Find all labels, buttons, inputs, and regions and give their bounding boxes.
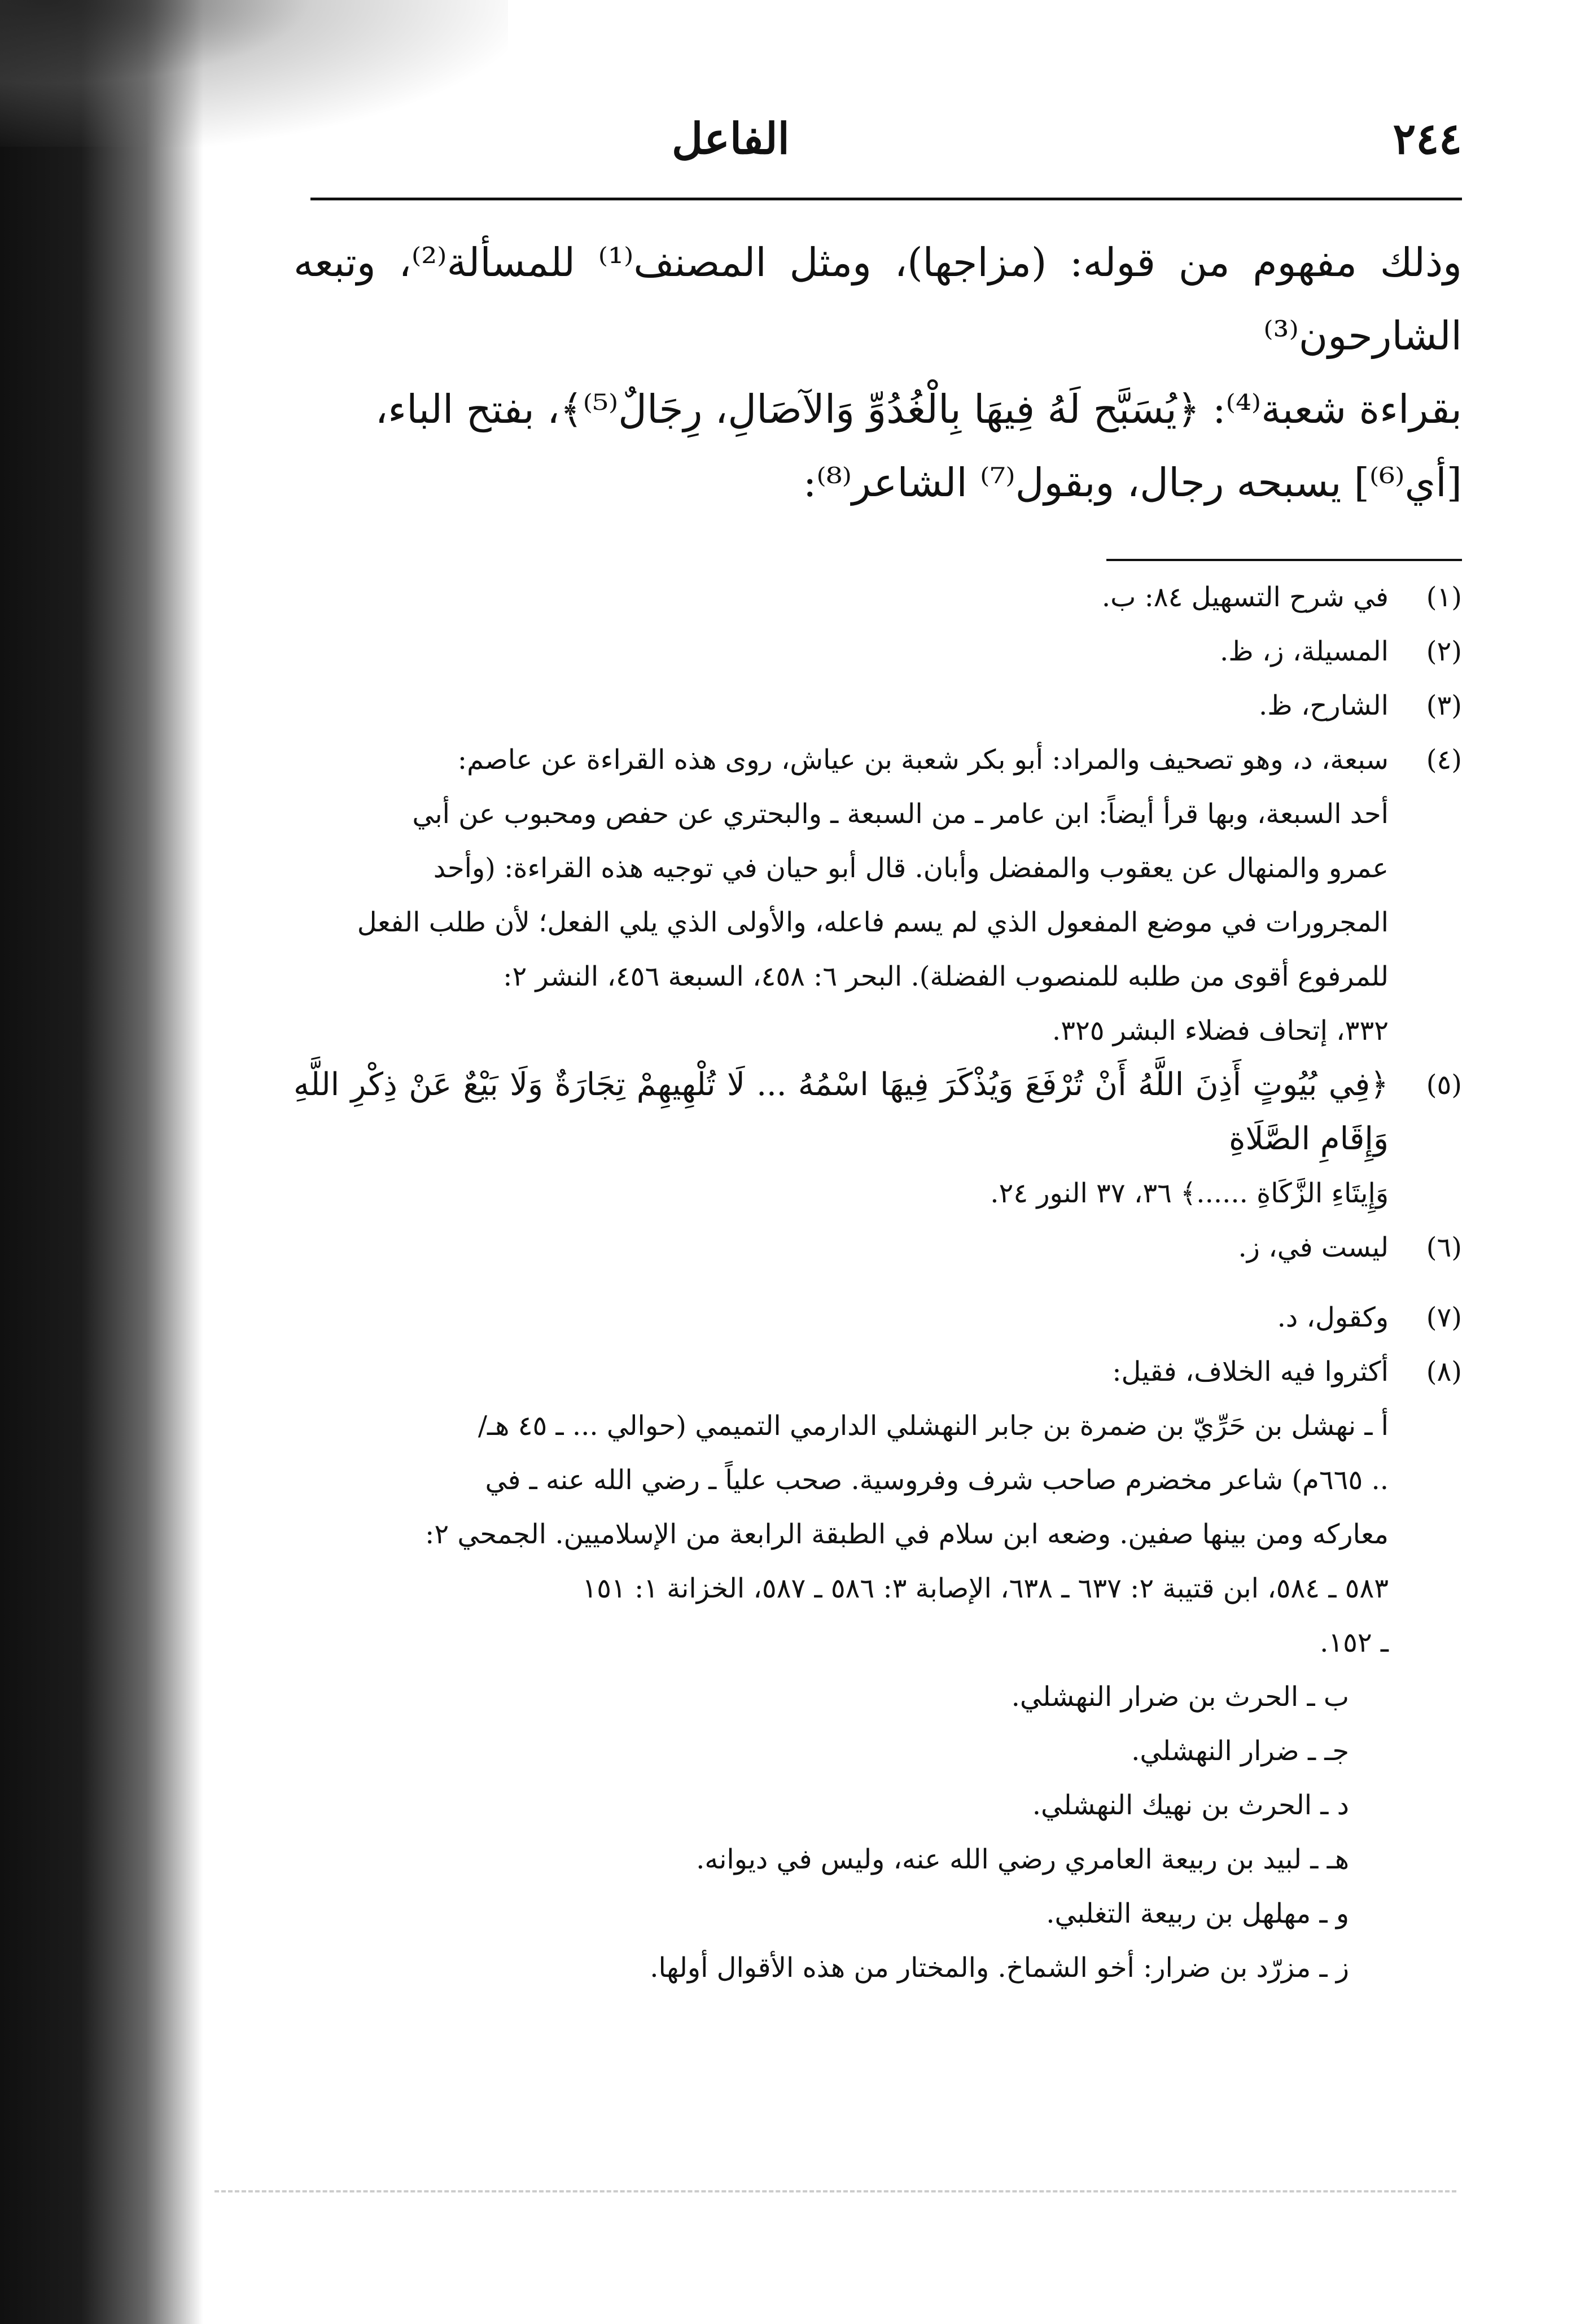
footnote-line: عمرو والمنهال عن يعقوب والمفضل وأبان. قال أبو حيان في توجيه هذه القراءة: (وأحد: [433, 852, 1389, 884]
footnote-8: [294, 1345, 1462, 1399]
footnote-line: المسيلة، ز، ظ.: [1220, 636, 1389, 667]
attribution-j: جـ ـ ضرار النهشلي.: [1131, 1735, 1349, 1767]
footnote-7: [294, 1290, 1462, 1345]
footnote-rule: [1106, 559, 1462, 561]
chapter-title: الفاعل: [672, 113, 790, 164]
footnote-line: معاركه ومن بينها صفين. وضعه ابن سلام في الطبقة الرابعة من الإسلاميين. الجمحي ٢:: [425, 1518, 1389, 1550]
footnote-line: في شرح التسهيل ٨٤: ب.: [1101, 581, 1389, 613]
footnote-line: ٣٣٢، إتحاف فضلاء البشر ٣٢٥.: [1052, 1015, 1389, 1047]
footnote-4: [294, 733, 1462, 1058]
footnote-line: وَإِيتَاءِ الزَّكَاةِ ......﴾ ٣٦، ٣٧ النور ٢٤.: [990, 1178, 1389, 1209]
footnote-line: ليست في، ز.: [1238, 1232, 1389, 1263]
attribution-h: هـ ـ لبيد بن ربيعة العامري رضي الله عنه، وليس في ديوانه.: [696, 1844, 1349, 1875]
footnote-6: [294, 1220, 1462, 1275]
footnote-line: أحد السبعة، وبها قرأ أيضاً: ابن عامر ـ من السبعة ـ والبحتري عن حفص ومحبوب عن أبي: [412, 798, 1389, 830]
footnote-number: (٥): [1426, 1069, 1462, 1101]
running-header: [310, 96, 1462, 181]
main-text: [294, 226, 1462, 519]
footnote-number: (٦): [1426, 1232, 1462, 1263]
footnote-line: سبعة، د، وهو تصحيف والمراد: أبو بكر شعبة بن عياش، روى هذه القراءة عن عاصم:: [457, 744, 1389, 776]
header-rule: [310, 198, 1462, 200]
attribution-z: ز ـ مزرّد بن ضرار: أخو الشماخ. والمختار من هذه الأقوال أولها.: [650, 1952, 1349, 1984]
footnote-line: وكقول، د.: [1277, 1302, 1389, 1333]
footnote-number: (٢): [1426, 636, 1462, 667]
footnote-line: المجرورات في موضع المفعول الذي لم يسم فاعله، والأولى الذي يلي الفعل؛ لأن طلب الفعل: [357, 907, 1389, 938]
footnote-line: أكثروا فيه الخلاف، فقيل:: [1112, 1356, 1389, 1388]
footnote-number: (٧): [1426, 1302, 1462, 1333]
footnote-number: (٣): [1426, 690, 1462, 721]
main-line: وذلك مفهوم من قوله: (مزاجها)، ومثل المصنف⁽¹⁾ للمسألة⁽²⁾، وتبعه الشارحون⁽³⁾: [294, 239, 1462, 359]
main-line: [أي⁽⁶⁾] يسبحه رجال، وبقول⁽⁷⁾ الشاعر⁽⁸⁾:: [803, 459, 1462, 506]
attribution-w: و ـ مهلهل بن ربيعة التغلبي.: [1046, 1898, 1349, 1929]
page-number: ٢٤٤: [1393, 113, 1462, 164]
footnote-number: (١): [1426, 581, 1462, 613]
quran-quote-line: ﴿فِي بُيُوتٍ أَذِنَ اللَّهُ أَنْ تُرْفَعَ وَيُذْكَرَ فِيهَا اسْمُهُ ... لَا تُلْهِيهِمْ تِجَارَةٌ وَلَا بَيْعٌ عَنْ ذِكْرِ اللَّهِ وَإِقَامِ الصَّلَاةِ: [294, 1066, 1389, 1157]
attribution-d: د ـ الحرث بن نهيك النهشلي.: [1032, 1789, 1349, 1821]
footnotes: [294, 570, 1462, 1995]
attribution-b: ب ـ الحرث بن ضرار النهشلي.: [1011, 1681, 1349, 1713]
footnote-line: ـ ١٥٢.: [1320, 1627, 1389, 1658]
footnote-line: للمرفوع أقوى من طلبه للمنصوب الفضلة). البحر ٦: ٤٥٨، السبعة ٤٥٦، النشر ٢:: [503, 961, 1389, 992]
footnote-2: [294, 624, 1462, 679]
footnote-line: .. ٦٦٥م) شاعر مخضرم صاحب شرف وفروسية. صحب علياً ـ رضي الله عنه ـ في: [485, 1464, 1389, 1496]
footnote-line: الشارح، ظ.: [1259, 690, 1389, 721]
footnote-line: أ ـ نهشل بن حَرِّيّ بن ضمرة بن جابر النهشلي الدارمي التميمي (حوالي ... ـ ٤٥ هـ/: [478, 1410, 1389, 1442]
footnote-3: [294, 679, 1462, 733]
footnote-8-continuation: [294, 1399, 1462, 1995]
footnote-line: ٥٨٣ ـ ٥٨٤، ابن قتيبة ٢: ٦٣٧ ـ ٦٣٨، الإصابة ٣: ٥٨٦ ـ ٥٨٧، الخزانة ١: ١٥١: [582, 1573, 1389, 1604]
main-line: بقراءة شعبة⁽⁴⁾: ﴿يُسَبَّح لَهُ فِيهَا بِالْغُدُوِّ وَالآصَالِ، رِجَالٌ⁽⁵⁾﴾، بفتح الباء،: [375, 386, 1462, 432]
footnote-5: [294, 1058, 1462, 1220]
footnote-number: (٤): [1426, 744, 1462, 776]
scan-bottom-edge: [214, 2190, 1456, 2192]
footnote-1: [294, 570, 1462, 624]
footnote-number: (٨): [1426, 1356, 1462, 1388]
